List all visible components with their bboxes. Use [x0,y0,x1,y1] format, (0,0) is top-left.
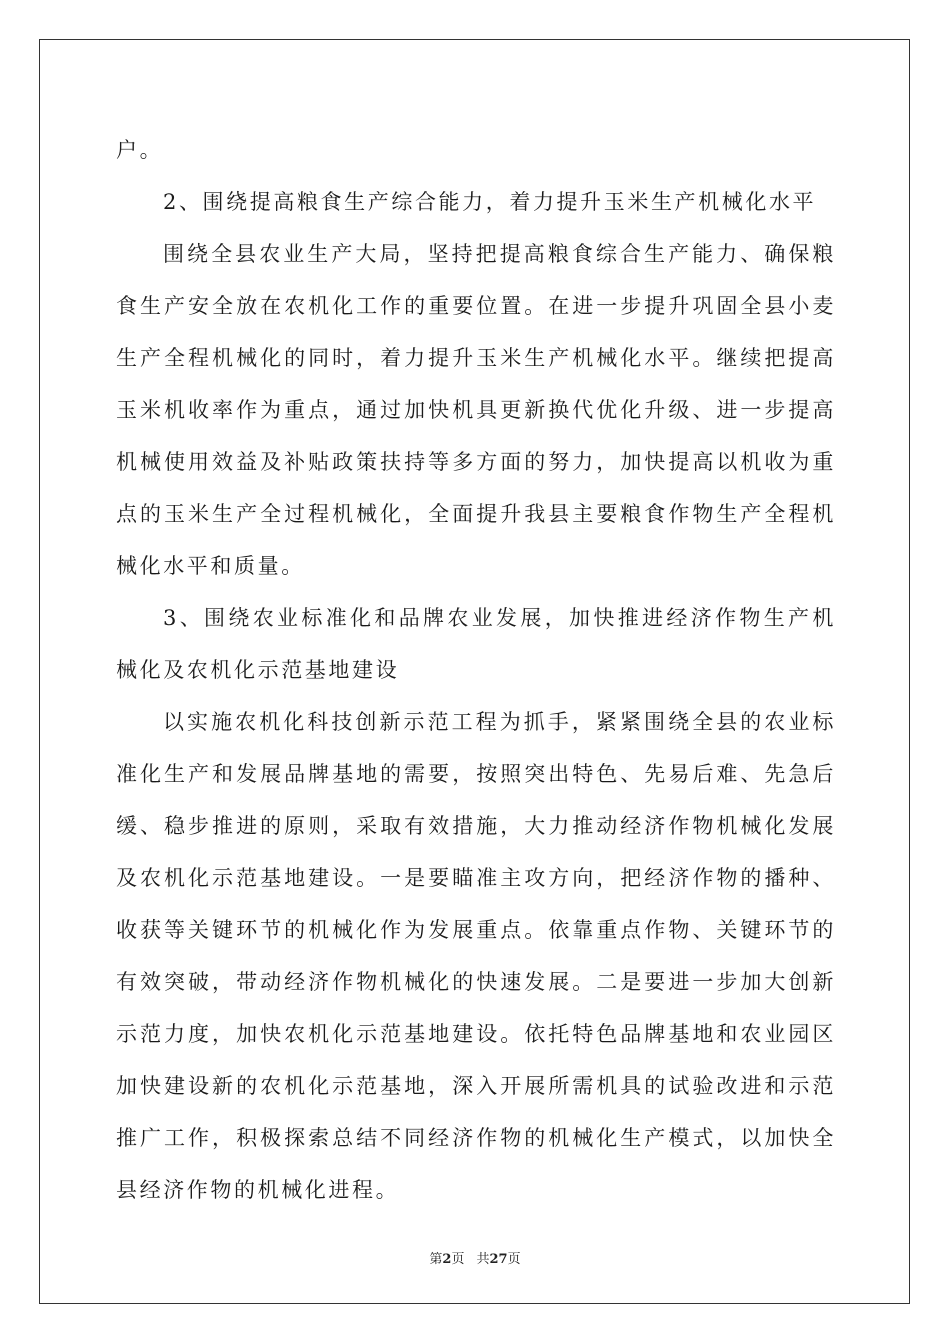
section-heading-3: 3、围绕农业标准化和品牌农业发展，加快推进经济作物生产机械化及农机化示范基地建设 [116,606,836,682]
page-number: 2 [442,1252,452,1267]
paragraph-grain-mechanization: 围绕全县农业生产大局，坚持把提高粮食综合生产能力、确保粮食生产安全放在农机化工作的重要位置。在进一步提升巩固全县小麦生产全程机械化的同时，着力提升玉米生产机械化水平。继续把提高玉米机收率作为重点，通过加快机具更新换代优化升级、进一步提高机械使用效益及补贴政策扶持等多方面的努力，加快提高以机收为重点的玉米生产全过程机械化，全面提升我县主要粮食作物生产全程机械化水平和质量。 [116,242,836,578]
paragraph-cash-crop-mechanization: 以实施农机化科技创新示范工程为抓手，紧紧围绕全县的农业标准化生产和发展品牌基地的需要，按照突出特色、先易后难、先急后缓、稳步推进的原则，采取有效措施，大力推动经济作物机械化发展及农机化示范基地建设。一是要瞄准主攻方向，把经济作物的播种、收获等关键环节的机械化作为发展重点。依靠重点作物、关键环节的有效突破，带动经济作物机械化的快速发展。二是要进一步加大创新示范力度，加快农机化示范基地建设。依托特色品牌基地和农业园区加快建设新的农机化示范基地，深入开展所需机具的试验改进和示范推广工作，积极探索总结不同经济作物的机械化生产模式，以加快全县经济作物的机械化进程。 [116,710,836,1202]
section-heading-2: 2、围绕提高粮食生产综合能力，着力提升玉米生产机械化水平 [163,190,817,214]
page-footer [0,1248,950,1267]
total-pages: 27 [489,1252,508,1267]
total-prefix: 共 [476,1252,490,1267]
paragraph-continuation: 户。 [116,138,164,162]
total-suffix: 页 [507,1252,521,1267]
page-suffix: 页 [451,1252,465,1267]
page-prefix: 第 [429,1252,443,1267]
document-body [116,124,836,1216]
